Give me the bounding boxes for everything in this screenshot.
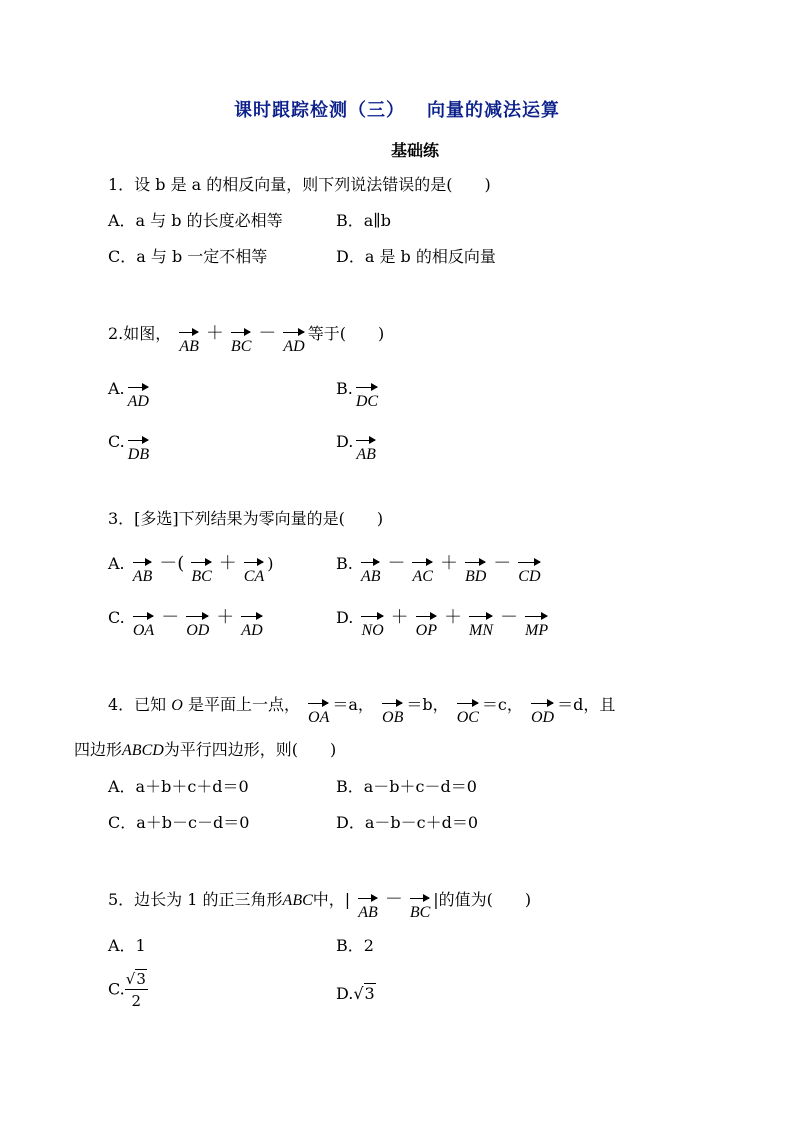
- option-label: A.: [108, 554, 125, 573]
- q2-stem: [108, 322, 384, 356]
- minus-sign: －: [500, 607, 518, 628]
- vector-ca: CA: [244, 559, 264, 586]
- radicand: 3: [136, 970, 146, 988]
- q4-text: 是平面上一点，: [187, 695, 300, 714]
- vector-bc: BC: [231, 329, 251, 356]
- plus-sign: ＋: [218, 553, 237, 574]
- q3-stem: 3．[多选]下列结果为零向量的是( ): [108, 509, 384, 528]
- q2-option-d: [336, 430, 379, 464]
- vector-ad: AD: [128, 384, 149, 411]
- vector-oa: OA: [133, 613, 154, 640]
- q4-option-a: A．a＋b＋c＋d＝0: [108, 777, 249, 796]
- vector-oc: OC: [457, 700, 479, 727]
- close-paren: ): [267, 554, 274, 573]
- vector-ac: AC: [412, 559, 432, 586]
- plus-sign: ＋: [439, 553, 458, 574]
- option-label: D.: [336, 984, 354, 1003]
- vector-ab: AB: [361, 559, 381, 586]
- vector-od: OD: [531, 700, 554, 727]
- option-label: B.: [336, 379, 353, 398]
- vector-mn: MN: [469, 613, 493, 640]
- q5-option-b: B．2: [336, 936, 374, 955]
- minus-paren: －(: [159, 553, 185, 574]
- q4-option-c: C．a＋b－c－d＝0: [108, 813, 250, 832]
- equals-d: ＝d，且: [557, 695, 616, 714]
- q1-stem: 1．设 b 是 a 的相反向量，则下列说法错误的是( ): [108, 175, 491, 194]
- vector-ab: AB: [179, 329, 199, 356]
- section-heading: 基础练: [390, 141, 439, 160]
- q5-option-c: [108, 970, 148, 1010]
- fraction: [125, 970, 148, 1010]
- q1-option-c: C．a 与 b 一定不相等: [108, 247, 268, 266]
- q4-text: 四边形: [74, 740, 123, 759]
- fraction-numerator: [125, 970, 148, 990]
- q2-tail: 等于( ): [307, 324, 385, 343]
- option-label: A.: [108, 379, 125, 398]
- plus-sign: ＋: [205, 323, 224, 344]
- q3-option-b: [336, 552, 544, 586]
- vector-ab: AB: [358, 895, 378, 922]
- option-label: C.: [108, 608, 125, 627]
- option-label: B.: [336, 554, 353, 573]
- plus-sign: ＋: [444, 607, 462, 628]
- q1-option-a: A．a 与 b 的长度必相等: [108, 211, 283, 230]
- vector-ab: AB: [356, 437, 376, 464]
- q4-stem-line2: [74, 738, 336, 763]
- q3-option-d: [336, 606, 551, 640]
- equals-a: ＝a，: [332, 695, 374, 714]
- q4-lead: 4．已知: [108, 695, 167, 714]
- q3-option-c: [108, 606, 266, 640]
- sqrt-icon: √3: [353, 984, 375, 1003]
- q5-option-a: A．1: [108, 936, 146, 955]
- q4-text: 为平行四边形，则( ): [163, 740, 337, 759]
- q3-option-a: [108, 552, 273, 586]
- q2-option-c: [108, 430, 152, 464]
- minus-sign: －: [161, 607, 180, 628]
- title-main: 课时跟踪检测（三）: [234, 100, 405, 121]
- q1-option-b: B．a∥b: [336, 211, 391, 230]
- q5-tail: |的值为( ): [433, 890, 532, 909]
- minus-sign: －: [258, 323, 277, 344]
- option-label: D.: [336, 432, 354, 451]
- option-label: D.: [336, 608, 354, 627]
- vector-op: OP: [416, 613, 437, 640]
- vector-no: NO: [361, 613, 383, 640]
- minus-sign: －: [387, 553, 406, 574]
- vector-db: DB: [128, 437, 149, 464]
- vector-bc: BC: [191, 559, 211, 586]
- option-label: C.: [108, 979, 125, 999]
- point-o: O: [171, 697, 183, 714]
- quad-abcd: ABCD: [122, 742, 164, 759]
- option-label: C.: [108, 432, 125, 451]
- q5-text: 中，|: [312, 890, 351, 909]
- q5-lead: 5．边长为 1 的正三角形: [108, 890, 283, 909]
- q5-option-d: [336, 982, 376, 1006]
- q1-option-d: D．a 是 b 的相反向量: [336, 247, 496, 266]
- q2-lead: 2.如图，: [108, 324, 172, 343]
- q2-option-a: [108, 377, 152, 411]
- q2-option-b: [336, 377, 381, 411]
- vector-od: OD: [186, 613, 209, 640]
- vector-cd: CD: [518, 559, 540, 586]
- radicand: 3: [364, 984, 375, 1003]
- sqrt-icon: √3: [125, 970, 146, 988]
- q5-stem: [108, 888, 531, 922]
- minus-sign: －: [493, 553, 512, 574]
- page-title: [0, 96, 794, 122]
- vector-mp: MP: [525, 613, 548, 640]
- minus-sign: －: [384, 889, 403, 910]
- title-topic: 向量的减法运算: [427, 100, 560, 121]
- vector-ab: AB: [133, 559, 153, 586]
- q4-stem: [108, 693, 615, 727]
- vector-bd: BD: [465, 559, 486, 586]
- vector-ob: OB: [382, 700, 403, 727]
- vector-ad: AD: [283, 329, 304, 356]
- vector-ad: AD: [241, 613, 262, 640]
- q4-option-d: D．a－b－c＋d＝0: [336, 813, 478, 832]
- q4-option-b: B．a－b＋c－d＝0: [336, 777, 477, 796]
- triangle-abc: ABC: [282, 892, 313, 909]
- equals-c: ＝c，: [481, 695, 523, 714]
- vector-bc: BC: [410, 895, 430, 922]
- vector-oa: OA: [308, 700, 329, 727]
- vector-dc: DC: [356, 384, 378, 411]
- equals-b: ＝b，: [406, 695, 449, 714]
- plus-sign: ＋: [216, 607, 235, 628]
- fraction-denominator: 2: [131, 992, 142, 1010]
- plus-sign: ＋: [390, 607, 409, 628]
